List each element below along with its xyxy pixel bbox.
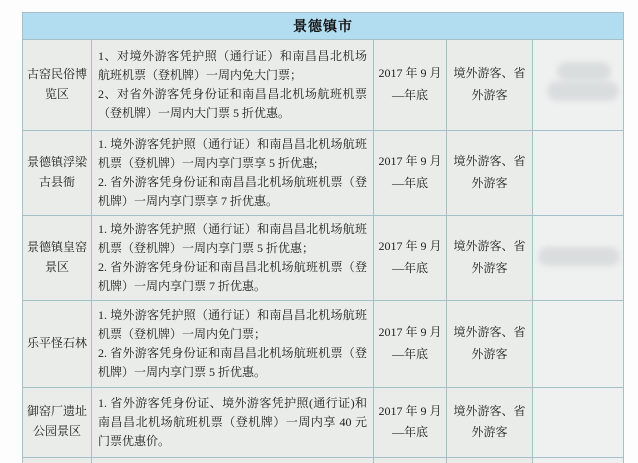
tourism-discount-table — [22, 12, 624, 463]
redaction-smudge — [557, 62, 611, 81]
table-row-cutoff — [23, 457, 624, 463]
policy-item: 2、对省外游客凭身份证和南昌昌北机场航班机票（登机牌）一周内大门票 5 折优惠。 — [98, 87, 367, 120]
table-row — [23, 131, 624, 216]
attraction-name: 乐平怪石林 — [23, 300, 92, 387]
redacted-cell — [533, 40, 624, 131]
policy-item: 1. 境外游客凭护照（通行证）和南昌昌北机场航班机票（登机牌）一周内享门票 5 折优惠； — [98, 221, 367, 255]
table-row — [23, 215, 624, 300]
policy-item: 1、对境外游客凭护照（通行证）和南昌昌北机场航班机票（登机牌）一周内免大门票； — [98, 49, 367, 83]
validity-period: 2017 年 9 月—年底 — [374, 300, 447, 387]
attraction-name: 古窑民俗博览区 — [23, 40, 92, 131]
policy-item: 2. 省外游客凭身份证和南昌昌北机场航班机票（登机牌）一周内享门票 5 折优惠。 — [98, 345, 367, 379]
city-title: 景德镇市 — [23, 13, 624, 40]
policy-text — [92, 387, 374, 457]
eligible-visitors: 境外游客、省外游客 — [447, 300, 533, 387]
table-row — [23, 300, 624, 387]
table-row — [23, 387, 624, 457]
empty-cell — [533, 300, 624, 387]
city-header-row — [23, 13, 624, 40]
validity-period: 2017 年 9 月—年底 — [374, 387, 447, 457]
validity-period: 2017 年 9 月—年底 — [374, 40, 447, 131]
table-row — [23, 40, 624, 131]
policy-item: 2. 省外游客凭身份证和南昌昌北机场航班机票（登机牌）一周内享门票 7 折优惠。 — [98, 259, 367, 293]
validity-period — [374, 457, 447, 463]
policy-text — [92, 215, 374, 300]
policy-text — [92, 131, 374, 216]
eligible-visitors: 境外游客、省外游客 — [447, 131, 533, 216]
policy-item: 1. 境外游客凭护照（通行证）和南昌昌北机场航班机票（登机牌）一周内免门票； — [98, 307, 367, 341]
attraction-name: 景德镇皇窑景区 — [23, 215, 92, 300]
policy-text — [92, 300, 374, 387]
validity-period: 2017 年 9 月—年底 — [374, 215, 447, 300]
empty-cell — [533, 457, 624, 463]
attraction-name: 景德镇浮梁古县衙 — [23, 131, 92, 216]
policy-item: 1. 境外游客凭护照（通行证）和南昌昌北机场航班机票（登机牌）一周内享门票享 5 折优惠; — [98, 137, 367, 170]
empty-cell — [533, 131, 624, 216]
eligible-visitors — [447, 457, 533, 463]
redacted-cell — [533, 215, 624, 300]
policy-text — [92, 40, 374, 131]
eligible-visitors: 境外游客、省外游客 — [447, 40, 533, 131]
redaction-smudge — [538, 247, 620, 266]
policy-text — [92, 457, 374, 463]
attraction-name — [23, 457, 92, 463]
attraction-name: 御窑厂遗址公园景区 — [23, 387, 92, 457]
eligible-visitors: 境外游客、省外游客 — [447, 387, 533, 457]
eligible-visitors: 境外游客、省外游客 — [447, 215, 533, 300]
redaction-smudge — [547, 81, 619, 101]
policy-item: 1. 省外游客凭身份证、境外游客凭护照(通行证)和南昌昌北机场航班机票（登机牌）一周内享 40 元门票优惠价。 — [98, 395, 367, 448]
empty-cell — [533, 387, 624, 457]
policy-item: 2. 省外游客凭身份证和南昌昌北机场航班机票（登机牌）一周内享门票享 7 折优惠。 — [98, 174, 367, 208]
validity-period: 2017 年 9 月—年底 — [374, 131, 447, 216]
